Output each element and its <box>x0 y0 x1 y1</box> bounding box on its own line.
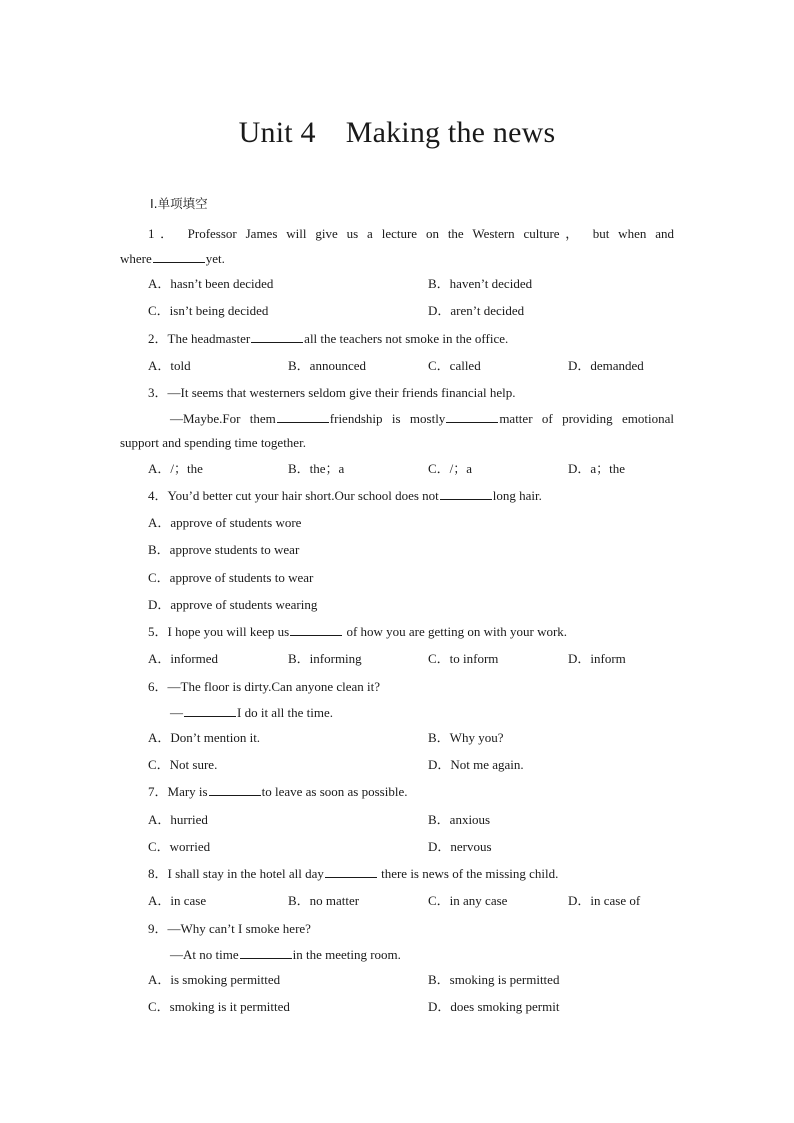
question-3-option-b: B．the；a <box>288 461 345 476</box>
question-7-option-d: D．nervous <box>428 839 492 854</box>
question-6-option-d: D．Not me again. <box>428 757 524 772</box>
question-8-option-b: B．no matter <box>288 893 360 908</box>
question-4-option-a: A．approve of students wore <box>148 515 302 530</box>
question-8-option-d: D．in case of <box>568 893 641 908</box>
answer-blank <box>325 876 377 878</box>
question-3-stem-reply: —Maybe.For them friendship is mostly matter of providing emotional <box>170 411 675 426</box>
answer-blank <box>446 421 498 423</box>
question-6-option-c: C．Not sure. <box>148 757 218 772</box>
question-3-option-d: D．a；the <box>568 461 626 476</box>
question-9-option-b: B．smoking is permitted <box>428 972 560 987</box>
question-6-stem: 6．—The floor is dirty.Can anyone clean it? <box>148 679 381 694</box>
answer-blank <box>184 715 236 717</box>
answer-blank <box>209 794 261 796</box>
question-3-stem: 3．—It seems that westerners seldom give their friends financial help. <box>148 385 516 400</box>
answer-blank <box>277 421 329 423</box>
question-2-stem: 2．The headmaster all the teachers not smoke in the office. <box>148 331 509 346</box>
question-3-stem-cont: support and spending time together. <box>120 435 306 450</box>
question-2-option-a: A．told <box>148 358 191 373</box>
question-2-option-d: D．demanded <box>568 358 644 373</box>
unit-name: Making the news <box>345 116 556 149</box>
question-9-stem-reply: —At no time in the meeting room. <box>170 947 401 962</box>
question-6-stem-reply: — I do it all the time. <box>170 705 334 720</box>
question-7-option-b: B．anxious <box>428 812 491 827</box>
question-4-option-c: C．approve of students to wear <box>148 570 314 585</box>
question-2-option-b: B．announced <box>288 358 366 373</box>
question-1-stem-cont: where yet. <box>120 251 225 266</box>
question-9-option-d: D．does smoking permit <box>428 999 560 1014</box>
question-6-option-a: A．Don’t mention it. <box>148 730 261 745</box>
question-8-stem: 8．I shall stay in the hotel all day there is news of the missing child. <box>148 866 559 881</box>
page-title <box>0 114 794 152</box>
question-1-option-a: A．hasn’t been decided <box>148 276 274 291</box>
question-5-option-b: B．informing <box>288 651 362 666</box>
question-8-option-c: C．in any case <box>428 893 508 908</box>
question-5-option-d: D．inform <box>568 651 626 666</box>
question-4-option-d: D．approve of students wearing <box>148 597 318 612</box>
answer-blank <box>240 957 292 959</box>
question-9-stem: 9．—Why can’t I smoke here? <box>148 921 311 936</box>
question-1-option-d: D．aren’t decided <box>428 303 525 318</box>
question-1-option-b: B．haven’t decided <box>428 276 533 291</box>
question-5-option-c: C．to inform <box>428 651 499 666</box>
question-1-option-c: C．isn’t being decided <box>148 303 269 318</box>
question-3-option-c: C．/；a <box>428 461 473 476</box>
question-7-option-c: C．worried <box>148 839 211 854</box>
answer-blank <box>153 261 205 263</box>
answer-blank <box>290 634 342 636</box>
question-4-option-b: B．approve students to wear <box>148 542 300 557</box>
question-1-stem: 1． Professor James will give us a lecture on the Western culture， but when and <box>148 226 674 241</box>
question-7-option-a: A．hurried <box>148 812 208 827</box>
section-label: Ⅰ.单项填空 <box>150 196 208 211</box>
answer-blank <box>251 341 303 343</box>
unit-number: Unit 4 <box>238 116 316 149</box>
question-7-stem: 7．Mary is to leave as soon as possible. <box>148 784 408 799</box>
question-6-option-b: B．Why you? <box>428 730 504 745</box>
question-9-option-c: C．smoking is it permitted <box>148 999 290 1014</box>
question-3-option-a: A．/；the <box>148 461 203 476</box>
question-2-option-c: C．called <box>428 358 481 373</box>
question-4-stem: 4．You’d better cut your hair short.Our school does not long hair. <box>148 488 542 503</box>
answer-blank <box>440 498 492 500</box>
question-8-option-a: A．in case <box>148 893 207 908</box>
question-5-stem: 5．I hope you will keep us of how you are getting on with your work. <box>148 624 568 639</box>
question-9-option-a: A．is smoking permitted <box>148 972 281 987</box>
question-5-option-a: A．informed <box>148 651 219 666</box>
